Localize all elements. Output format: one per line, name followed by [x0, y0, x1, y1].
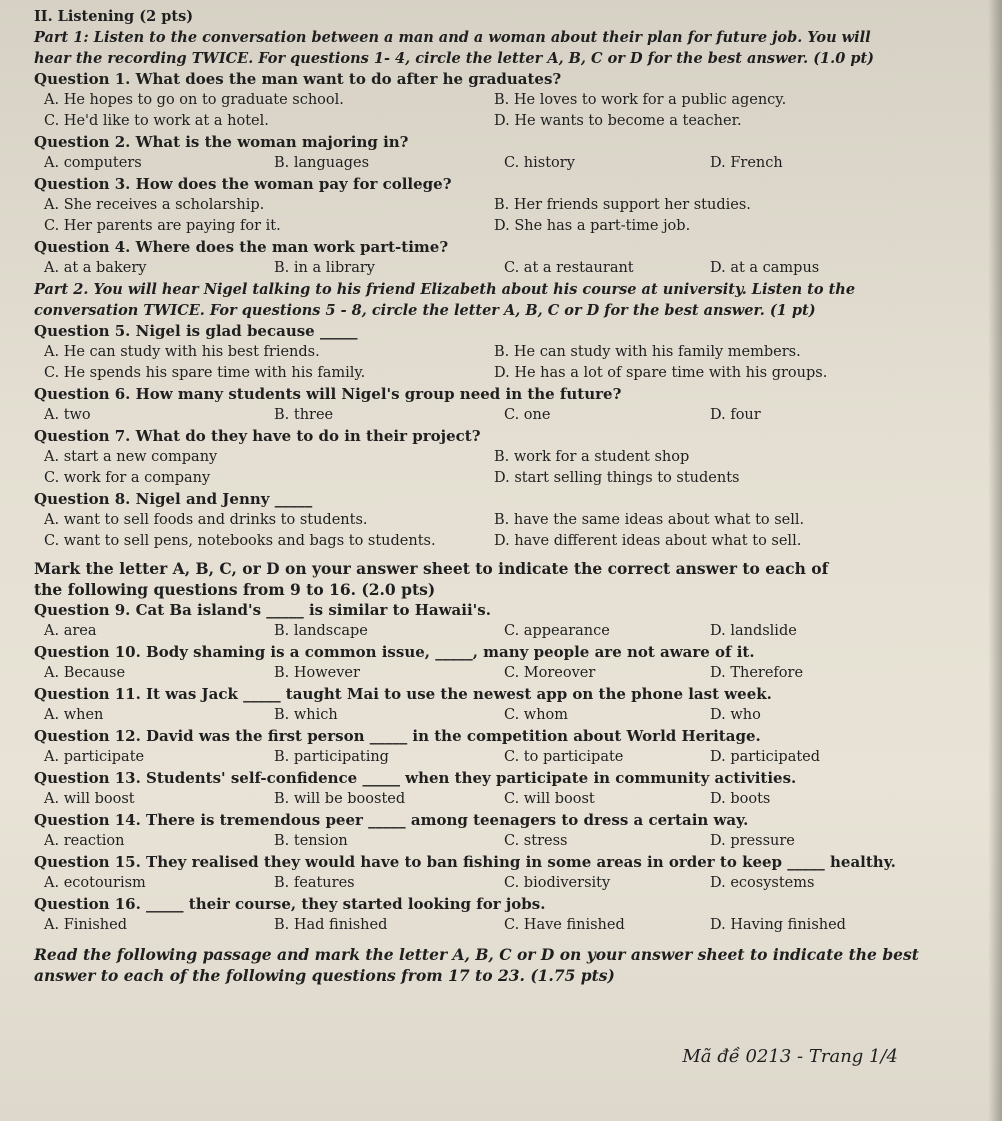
question-13-stem: Question 13. Students' self-confidence _____ when they participate in community activities. — [34, 769, 797, 787]
q6-option-a: A. two — [44, 407, 91, 423]
q14-option-d: D. pressure — [710, 833, 795, 849]
q3-option-b: B. Her friends support her studies. — [494, 197, 751, 213]
q5-option-d: D. He has a lot of spare time with his groups. — [494, 365, 828, 381]
q7-option-d: D. start selling things to students — [494, 470, 740, 486]
question-16-stem: Question 16. _____ their course, they started looking for jobs. — [34, 895, 546, 913]
q2-option-d: D. French — [710, 155, 783, 171]
q8-option-a: A. want to sell foods and drinks to students. — [44, 512, 368, 528]
question-16-row — [34, 915, 972, 936]
q3-option-d: D. She has a part-time job. — [494, 218, 691, 234]
q3-option-c: C. Her parents are paying for it. — [44, 218, 281, 234]
page-footer: Mã đề 0213 - Trang 1/4 — [682, 1046, 898, 1067]
q4-option-b: B. in a library — [274, 260, 375, 276]
q11-option-d: D. who — [710, 707, 761, 723]
read-instruction-line2: answer to each of the following questions from 17 to 23. (1.75 pts) — [34, 966, 615, 985]
q15-option-c: C. biodiversity — [504, 875, 611, 891]
q12-option-c: C. to participate — [504, 749, 624, 765]
q12-option-b: B. participating — [274, 749, 389, 765]
mark-instruction-line2: the following questions from 9 to 16. (2.0 pts) — [34, 580, 436, 599]
q13-option-b: B. will be boosted — [274, 791, 406, 807]
question-14-stem: Question 14. There is tremendous peer _____ among teenagers to dress a certain way. — [34, 811, 749, 829]
question-9-row — [34, 621, 972, 642]
q7-option-c: C. work for a company — [44, 470, 211, 486]
q7-option-b: B. work for a student shop — [494, 449, 690, 465]
q11-option-a: A. when — [44, 707, 104, 723]
read-instruction-line1: Read the following passage and mark the letter A, B, C or D on your answer sheet to indicate the best — [34, 945, 919, 964]
q4-option-d: D. at a campus — [710, 260, 820, 276]
q11-option-b: B. which — [274, 707, 338, 723]
q14-option-b: B. tension — [274, 833, 348, 849]
question-5-stem: Question 5. Nigel is glad because _____ — [34, 322, 358, 340]
q6-option-b: B. three — [274, 407, 334, 423]
q2-option-a: A. computers — [44, 155, 142, 171]
question-8-stem: Question 8. Nigel and Jenny _____ — [34, 490, 313, 508]
q10-option-b: B. However — [274, 665, 360, 681]
q3-option-a: A. She receives a scholarship. — [44, 197, 265, 213]
question-15-row — [34, 873, 972, 894]
question-9-stem: Question 9. Cat Ba island's _____ is similar to Hawaii's. — [34, 601, 491, 619]
q10-option-d: D. Therefore — [710, 665, 804, 681]
q15-option-a: A. ecotourism — [44, 875, 146, 891]
question-3-row2 — [34, 216, 972, 237]
question-13-row — [34, 789, 972, 810]
q9-option-d: D. landslide — [710, 623, 797, 639]
q2-option-b: B. languages — [274, 155, 370, 171]
q14-option-a: A. reaction — [44, 833, 125, 849]
part2-instruction-line1: Part 2. You will hear Nigel talking to his friend Elizabeth about his course at university. Listen to the — [34, 281, 856, 298]
q16-option-d: D. Having finished — [710, 917, 846, 933]
q9-option-b: B. landscape — [274, 623, 368, 639]
question-8-row1 — [34, 510, 972, 531]
q9-option-a: A. area — [44, 623, 97, 639]
q5-option-b: B. He can study with his family members. — [494, 344, 801, 360]
q13-option-d: D. boots — [710, 791, 771, 807]
q8-option-c: C. want to sell pens, notebooks and bags to students. — [44, 533, 436, 549]
q6-option-d: D. four — [710, 407, 761, 423]
q15-option-d: D. ecosystems — [710, 875, 815, 891]
q10-option-c: C. Moreover — [504, 665, 596, 681]
question-1-stem: Question 1. What does the man want to do after he graduates? — [34, 70, 562, 88]
q1-option-a: A. He hopes to go on to graduate school. — [44, 92, 344, 108]
page-edge-shadow — [988, 0, 1002, 1121]
q16-option-a: A. Finished — [44, 917, 128, 933]
question-10-stem: Question 10. Body shaming is a common issue, _____, many people are not aware of it. — [34, 643, 755, 661]
q12-option-d: D. participated — [710, 749, 821, 765]
q11-option-c: C. whom — [504, 707, 569, 723]
question-8-row2 — [34, 531, 972, 552]
q1-option-d: D. He wants to become a teacher. — [494, 113, 742, 129]
q5-option-c: C. He spends his spare time with his family. — [44, 365, 366, 381]
question-3-row1 — [34, 195, 972, 216]
q16-option-c: C. Have finished — [504, 917, 625, 933]
question-4-stem: Question 4. Where does the man work part-time? — [34, 238, 449, 256]
q8-option-d: D. have different ideas about what to sell. — [494, 533, 802, 549]
q6-option-c: C. one — [504, 407, 551, 423]
question-12-row — [34, 747, 972, 768]
question-1-row1 — [34, 90, 972, 111]
question-2-stem: Question 2. What is the woman majoring in? — [34, 133, 409, 151]
q1-option-b: B. He loves to work for a public agency. — [494, 92, 787, 108]
part2-instruction-line2: conversation TWICE. For questions 5 - 8, circle the letter A, B, C or D for the best answer. (1 pt) — [34, 302, 816, 319]
question-2-row — [34, 153, 972, 174]
question-11-stem: Question 11. It was Jack _____ taught Mai to use the newest app on the phone last week. — [34, 685, 772, 703]
q12-option-a: A. participate — [44, 749, 145, 765]
question-7-row1 — [34, 447, 972, 468]
question-6-row — [34, 405, 972, 426]
q7-option-a: A. start a new company — [44, 449, 218, 465]
q10-option-a: A. Because — [44, 665, 126, 681]
question-7-stem: Question 7. What do they have to do in their project? — [34, 427, 481, 445]
question-12-stem: Question 12. David was the first person _____ in the competition about World Heritage. — [34, 727, 761, 745]
question-4-row — [34, 258, 972, 279]
q5-option-a: A. He can study with his best friends. — [44, 344, 320, 360]
question-11-row — [34, 705, 972, 726]
q15-option-b: B. features — [274, 875, 355, 891]
question-3-stem: Question 3. How does the woman pay for college? — [34, 175, 452, 193]
question-1-row2 — [34, 111, 972, 132]
question-15-stem: Question 15. They realised they would have to ban fishing in some areas in order to keep _____ healthy. — [34, 853, 896, 871]
question-5-row2 — [34, 363, 972, 384]
section-heading: II. Listening (2 pts) — [34, 8, 194, 25]
mark-instruction-line1: Mark the letter A, B, C, or D on your answer sheet to indicate the correct answer to each of — [34, 559, 829, 578]
question-14-row — [34, 831, 972, 852]
q8-option-b: B. have the same ideas about what to sell. — [494, 512, 805, 528]
part1-instruction-line2: hear the recording TWICE. For questions 1- 4, circle the letter A, B, C or D for the best answer. (1.0 pt) — [34, 50, 875, 67]
part1-instruction-line1: Part 1: Listen to the conversation between a man and a woman about their plan for future job. You will — [34, 29, 871, 46]
q13-option-a: A. will boost — [44, 791, 135, 807]
q4-option-c: C. at a restaurant — [504, 260, 634, 276]
q4-option-a: A. at a bakery — [44, 260, 147, 276]
q1-option-c: C. He'd like to work at a hotel. — [44, 113, 269, 129]
question-5-row1 — [34, 342, 972, 363]
q13-option-c: C. will boost — [504, 791, 595, 807]
question-10-row — [34, 663, 972, 684]
q14-option-c: C. stress — [504, 833, 568, 849]
question-7-row2 — [34, 468, 972, 489]
q2-option-c: C. history — [504, 155, 575, 171]
question-6-stem: Question 6. How many students will Nigel's group need in the future? — [34, 385, 622, 403]
q9-option-c: C. appearance — [504, 623, 610, 639]
q16-option-b: B. Had finished — [274, 917, 388, 933]
